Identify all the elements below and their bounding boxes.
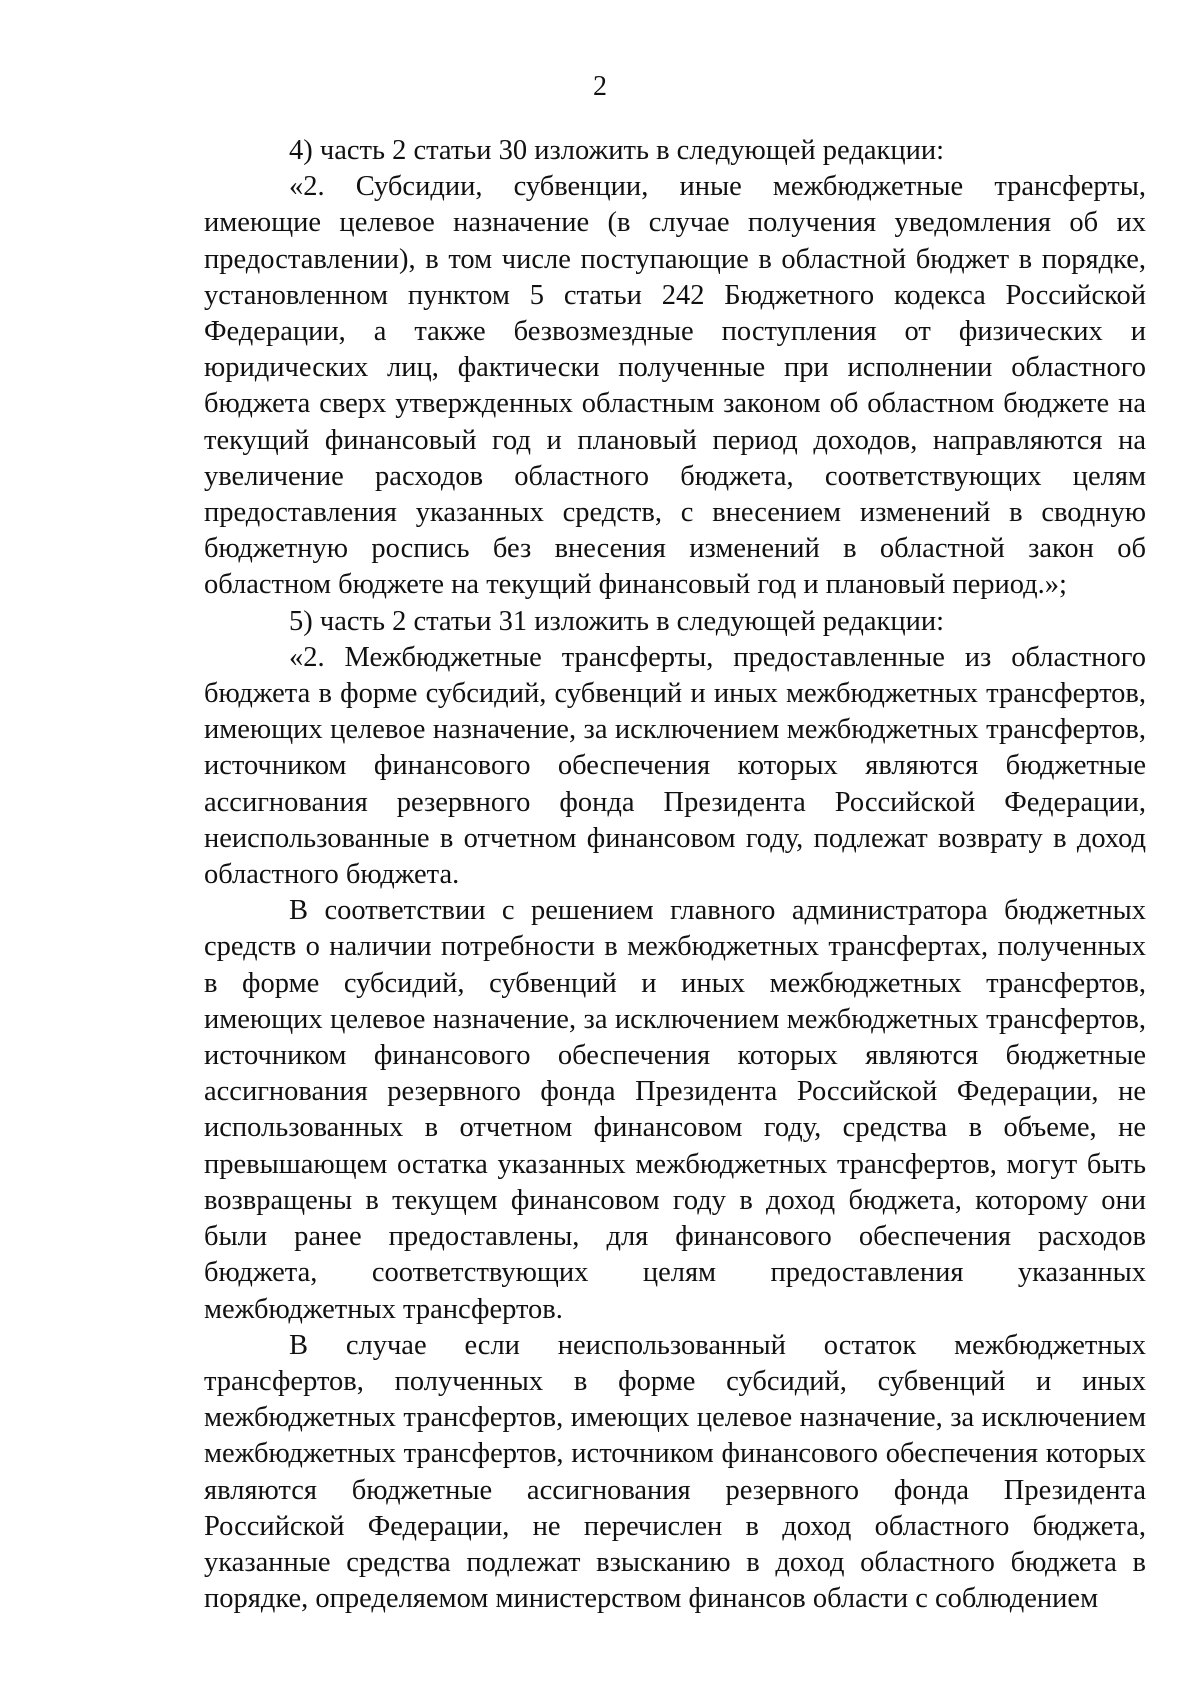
paragraph-return-decision: В соответствии с решением главного администратора бюджетных средств о наличии потребности в межбюджетных трансфертах, полученных в форме субсидий, субвенций и иных межбюджетных трансфертов, имеющих целевое назначение, за исключением межбюджетных трансфертов, источником финансового обеспечения которых являются бюджетные ассигнования резервного фонда Президента Российской Федерации, не использованных в отчетном финансовом году, средства в объеме, не превышающем остатка указанных межбюджетных трансфертов, могут быть возвращены в текущем финансовом году в доход бюджета, которому они были ранее предоставлены, для финансового обеспечения расходов бюджета, соответствующих целям предоставления указанных межбюджетных трансфертов. xyxy=(204,895,1146,1325)
paragraph-recovery: В случае если неиспользованный остаток межбюджетных трансфертов, полученных в форме субсидий, субвенций и иных межбюджетных трансфертов, имеющих целевое назначение, за исключением межбюджетных трансфертов, источником финансового обеспечения которых являются бюджетные ассигнования резервного фонда Президента Российской Федерации, не перечислен в доход областного бюджета, указанные средства подлежат взысканию в доход областного бюджета в порядке, определяемом министерством финансов области с соблюдением xyxy=(204,1329,1146,1615)
paragraph-article-30-part-2: «2. Субсидии, субвенции, иные межбюджетные трансферты, имеющие целевое назначение (в случае получения уведомления об их предоставлении), в том числе поступающие в областной бюджет в порядке, установленном пунктом 5 статьи 242 Бюджетного кодекса Российской Федерации, а также безвозмездные поступления от физических и юридических лиц, фактически полученные при исполнении областного бюджета сверх утвержденных областным законом об областном бюджете на текущий финансовый год и плановый период доходов, направляются на увеличение расходов областного бюджета, соответствующих целям предоставления указанных средств, с внесением изменений в сводную бюджетную роспись без внесения изменений в областной закон об областном бюджете на текущий финансовый год и плановый период.»; xyxy=(204,171,1146,601)
paragraph-item-4: 4) часть 2 статьи 30 изложить в следующей редакции: xyxy=(289,135,944,166)
paragraph-article-31-part-2: «2. Межбюджетные трансферты, предоставленные из областного бюджета в форме субсидий, субвенций и иных межбюджетных трансфертов, имеющих целевое назначение, за исключением межбюджетных трансфертов, источником финансового обеспечения которых являются бюджетные ассигнования резервного фонда Президента Российской Федерации, неиспользованные в отчетном финансовом году, подлежат возврату в доход областного бюджета. xyxy=(204,641,1146,891)
document-body xyxy=(204,133,1146,1617)
paragraph-item-5: 5) часть 2 статьи 31 изложить в следующей редакции: xyxy=(289,605,944,637)
page-number: 2 xyxy=(593,71,607,102)
